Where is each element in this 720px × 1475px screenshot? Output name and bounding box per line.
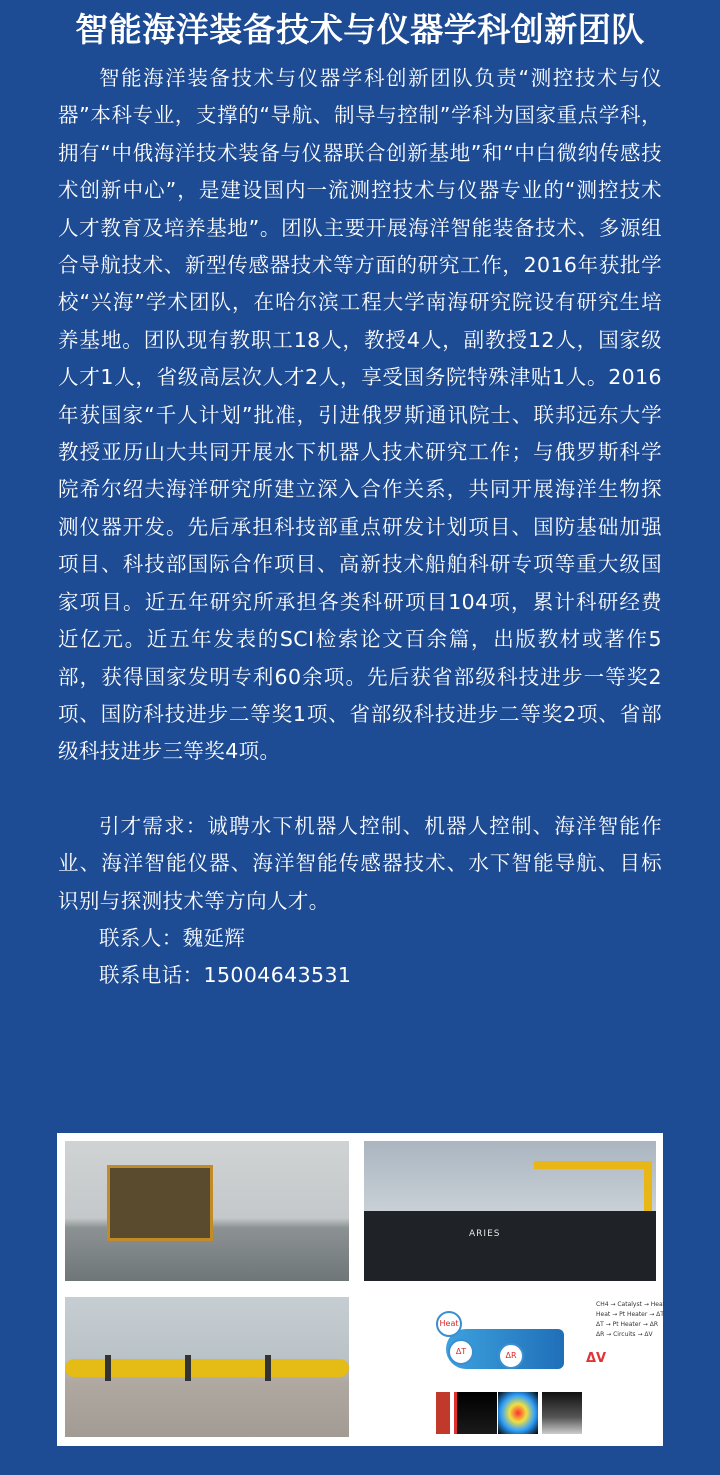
heat-bubble: Heat: [436, 1311, 462, 1337]
ship-hull-shape: [364, 1211, 656, 1281]
dr-bubble: ΔR: [498, 1343, 524, 1369]
equation-line: ΔT → Pt Heater → ΔR: [596, 1321, 658, 1328]
sensor-diagram-figure: [364, 1297, 666, 1439]
chip-layout-image: [436, 1392, 450, 1434]
contact-person: 联系人：魏延辉: [99, 925, 246, 950]
microscope-image: [542, 1392, 582, 1434]
heat-distribution-image: [498, 1392, 538, 1434]
auv-ring: [185, 1355, 191, 1381]
auv-ring: [265, 1355, 271, 1381]
paragraph-gap: [58, 771, 662, 808]
article-body: [58, 60, 662, 995]
equation-line: ΔR → Circuits → ΔV: [596, 1331, 653, 1338]
sensor-flow-diagram: [436, 1299, 666, 1381]
photo-collage: [57, 1133, 666, 1446]
equation-line: CH4 → Catalyst → Heat: [596, 1301, 666, 1308]
rov-deployment-photo: [65, 1141, 349, 1281]
contact-phone: 联系电话：15004643531: [99, 963, 352, 988]
equation-line: Heat → Pt Heater → ΔT: [596, 1311, 664, 1318]
page-title: 智能海洋装备技术与仪器学科创新团队: [75, 10, 645, 49]
auv-vehicle-photo: [65, 1297, 349, 1437]
rov-vehicle-shape: [107, 1165, 213, 1241]
ship-name-text: ARIES: [469, 1229, 501, 1239]
dv-label: ΔV: [586, 1351, 607, 1366]
recruit-paragraph: 引才需求：诚聘水下机器人控制、机器人控制、海洋智能作业、海洋智能仪器、海洋智能传感器技术、水下智能导航、目标识别与探测技术等方向人才。: [58, 813, 662, 913]
research-ship-photo: [364, 1141, 656, 1281]
dt-bubble: ΔT: [448, 1339, 474, 1365]
auv-ring: [105, 1355, 111, 1381]
thermal-map-image: [454, 1392, 497, 1434]
intro-paragraph: 智能海洋装备技术与仪器学科创新团队负责“测控技术与仪器”本科专业，支撑的“导航、制导与控制”学科为国家重点学科，拥有“中俄海洋技术装备与仪器联合创新基地”和“中白微纳传感技术创新中心”，是建设国内一流测控技术与仪器专业的“测控技术人才教育及培养基地”。团队主要开展海洋智能装备技术、多源组合导航技术、新型传感器技术等方面的研究工作，2016年获批学校“兴海”学术团队，在哈尔滨工程大学南海研究院设有研究生培养基地。团队现有教职工18人，教授4人，副教授12人，国家级人才1人，省级高层次人才2人，享受国务院特殊津贴1人。2016年获国家“千人计划”批准，引进俄罗斯通讯院士、联邦远东大学教授亚历山大共同开展水下机器人技术研究工作；与俄罗斯科学院希尔绍夫海洋研究所建立深入合作关系，共同开展海洋生物探测仪器开发。先后承担科技部重点研发计划项目、国防基础加强项目、科技部国际合作项目、高新技术船舶科研专项等重大级国家项目。近五年研究所承担各类科研项目104项，累计科研经费近亿元。近五年发表的SCI检索论文百余篇，出版教材或著作5部，获得国家发明专利60余项。先后获省部级科技进步一等奖2项、国防科技进步二等奖1项、省部级科技进步二等奖2项、省部级科技进步三等奖4项。: [58, 66, 662, 764]
